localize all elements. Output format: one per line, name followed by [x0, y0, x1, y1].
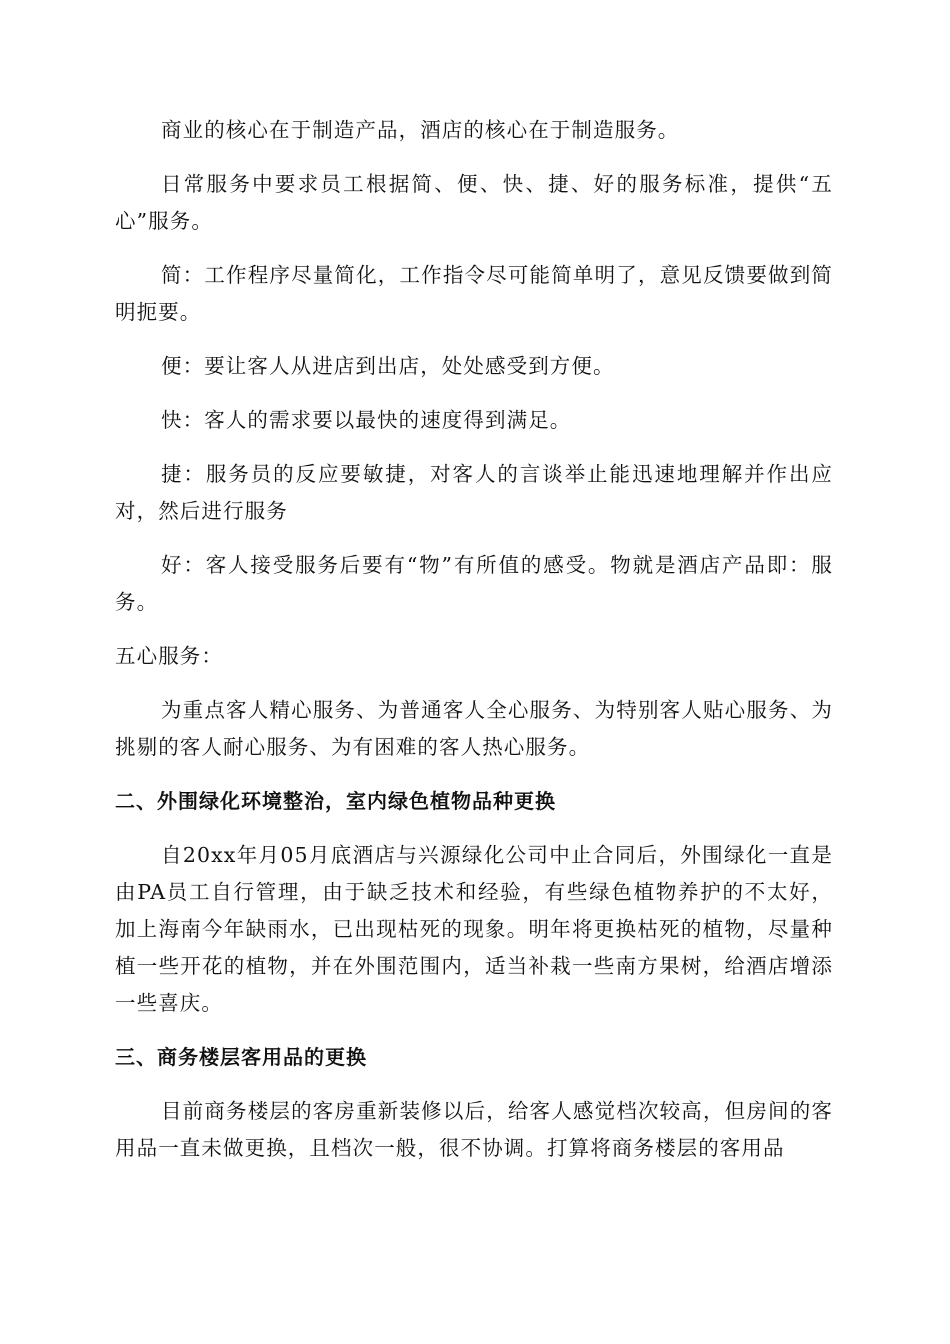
section-heading-business-floor: 三、商务楼层客用品的更换 [115, 1045, 367, 1069]
paragraph-five-hearts-label: 五心服务： [115, 644, 223, 668]
paragraph-good: 好：客人接受服务后要有“物”有所值的感受。物就是酒店产品即：服务。 [115, 553, 833, 614]
paragraph-greening-body: 自20xx年月05月底酒店与兴源绿化公司中止合同后，外围绿化一直是由PA员工自行管理，由于缺乏技术和经验，有些绿色植物养护的不太好，加上海南今年缺雨水，已出现枯死的现象。明年将更换枯死的植物，尽量种植一些开花的植物，并在外围范围内，适当补栽一些南方果树，给酒店增添一些喜庆。 [115, 843, 833, 1015]
paragraph-five-hearts-detail: 为重点客人精心服务、为普通客人全心服务、为特别客人贴心服务、为挑剔的客人耐心服务、为有困难的客人热心服务。 [115, 698, 833, 759]
section-heading-greening: 二、外围绿化环境整治，室内绿色植物品种更换 [115, 789, 556, 813]
document-page [115, 112, 833, 1167]
paragraph-service-standard: 日常服务中要求员工根据简、便、快、捷、好的服务标准，提供“五心”服务。 [115, 172, 833, 233]
paragraph-core-of-business: 商业的核心在于制造产品，酒店的核心在于制造服务。 [161, 118, 680, 142]
paragraph-business-floor-body: 目前商务楼层的客房重新装修以后，给客人感觉档次较高，但房间的客用品一直未做更换，且档次一般，很不协调。打算将商务楼层的客用品 [115, 1099, 833, 1160]
paragraph-convenient: 便：要让客人从进店到出店，处处感受到方便。 [161, 354, 615, 378]
paragraph-fast: 快：客人的需求要以最快的速度得到满足。 [161, 408, 572, 432]
paragraph-simple: 简：工作程序尽量简化，工作指令尽可能简单明了，意见反馈要做到简明扼要。 [115, 263, 833, 324]
paragraph-agile: 捷：服务员的反应要敏捷，对客人的言谈举止能迅速地理解并作出应对，然后进行服务 [115, 462, 833, 523]
